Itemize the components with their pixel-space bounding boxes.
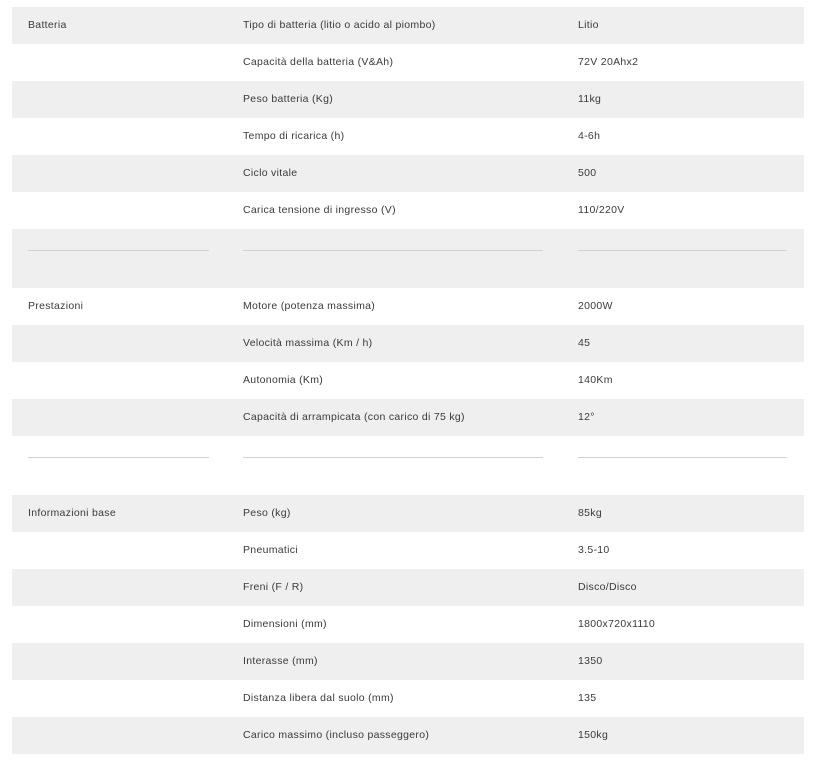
- param-label: Pneumatici: [243, 544, 298, 556]
- param-label: Capacità della batteria (V&Ah): [243, 56, 394, 68]
- spec-table: [12, 7, 804, 754]
- divider-line: [578, 457, 787, 458]
- section-label: Prestazioni: [28, 300, 84, 312]
- param-value: 500: [578, 167, 597, 179]
- param-value: Litio: [578, 19, 599, 31]
- param-value: 11kg: [578, 93, 602, 105]
- param-value: 110/220V: [578, 204, 625, 216]
- param-value: 1800x720x1110: [578, 618, 656, 630]
- section-divider: [12, 436, 804, 495]
- table-row: [12, 569, 804, 606]
- param-value: 4-6h: [578, 130, 601, 142]
- param-value: 135: [578, 692, 597, 704]
- param-label: Peso (kg): [243, 507, 291, 519]
- param-value: 140Km: [578, 374, 613, 386]
- param-label: Tempo di ricarica (h): [243, 130, 345, 142]
- param-label: Capacità di arrampicata (con carico di 75 kg): [243, 411, 465, 423]
- param-value: 150kg: [578, 729, 609, 741]
- table-row: [12, 192, 804, 229]
- divider-line: [243, 457, 543, 458]
- divider-line: [243, 250, 543, 251]
- param-value: 12°: [578, 411, 595, 423]
- table-row: [12, 717, 804, 754]
- section-label: Informazioni base: [28, 507, 116, 519]
- param-value: 1350: [578, 655, 603, 667]
- param-label: Ciclo vitale: [243, 167, 298, 179]
- param-label: Velocità massima (Km / h): [243, 337, 373, 349]
- table-row: [12, 325, 804, 362]
- table-row: [12, 118, 804, 155]
- param-value: 72V 20Ahx2: [578, 56, 639, 68]
- divider-line: [28, 457, 209, 458]
- table-row: [12, 288, 804, 325]
- table-row: [12, 44, 804, 81]
- table-row: [12, 606, 804, 643]
- param-label: Carico massimo (incluso passeggero): [243, 729, 430, 741]
- param-label: Freni (F / R): [243, 581, 304, 593]
- divider-line: [28, 250, 209, 251]
- table-row: [12, 399, 804, 436]
- table-row: [12, 643, 804, 680]
- divider-line: [578, 250, 787, 251]
- table-row: [12, 155, 804, 192]
- table-row: [12, 680, 804, 717]
- param-value: Disco/Disco: [578, 581, 637, 593]
- table-row: [12, 532, 804, 569]
- param-value: 85kg: [578, 507, 602, 519]
- table-row: [12, 362, 804, 399]
- param-label: Carica tensione di ingresso (V): [243, 204, 396, 216]
- param-label: Autonomia (Km): [243, 374, 324, 386]
- param-value: 45: [578, 337, 591, 349]
- table-row: [12, 7, 804, 44]
- param-value: 3.5-10: [578, 544, 610, 556]
- param-label: Interasse (mm): [243, 655, 318, 667]
- param-label: Peso batteria (Kg): [243, 93, 334, 105]
- param-label: Distanza libera dal suolo (mm): [243, 692, 394, 704]
- section-divider: [12, 229, 804, 288]
- param-value: 2000W: [578, 300, 613, 312]
- param-label: Dimensioni (mm): [243, 618, 327, 630]
- param-label: Tipo di batteria (litio o acido al piombo): [243, 19, 436, 31]
- table-row: [12, 495, 804, 532]
- table-row: [12, 81, 804, 118]
- param-label: Motore (potenza massima): [243, 300, 376, 312]
- section-label: Batteria: [28, 19, 67, 31]
